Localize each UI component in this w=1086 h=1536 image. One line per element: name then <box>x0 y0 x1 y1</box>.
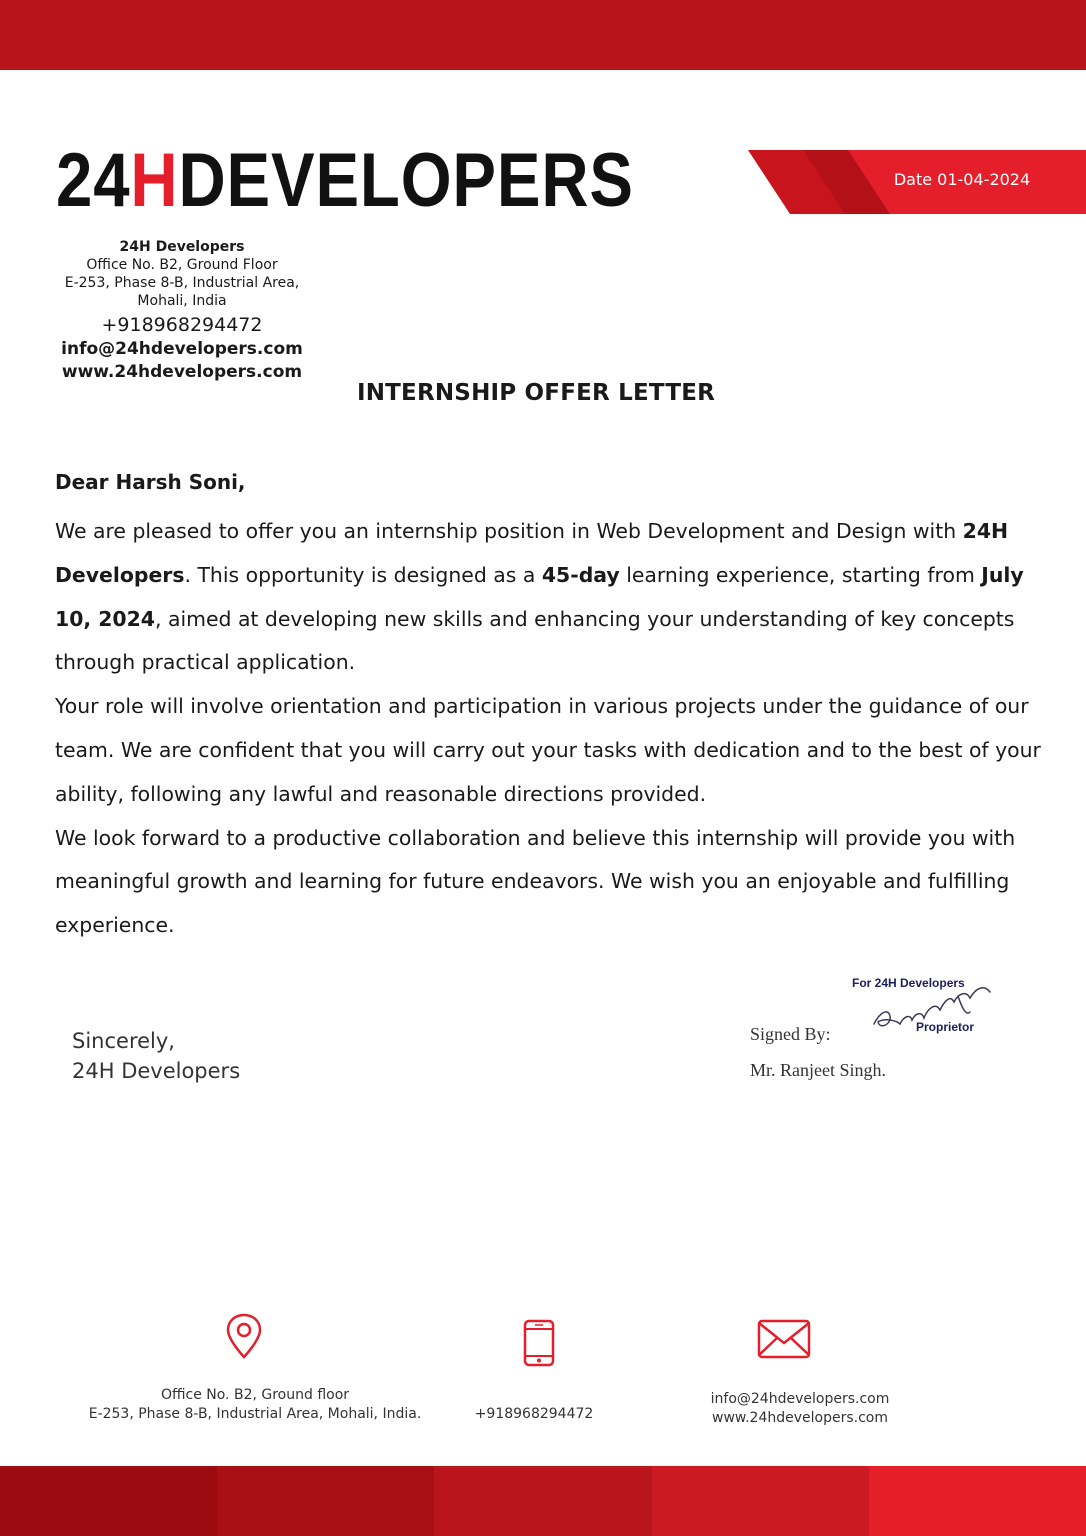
company-logo <box>56 137 634 223</box>
body-paragraph-1 <box>55 510 1055 685</box>
letter-title: INTERNSHIP OFFER LETTER <box>356 380 716 406</box>
closing-block <box>72 1026 240 1086</box>
logo-suffix: DEVELOPERS <box>178 137 634 223</box>
footer-phone: +918968294472 <box>474 1406 594 1422</box>
location-pin-icon <box>224 1312 264 1360</box>
letter-body <box>55 510 1055 948</box>
bottom-band-segment <box>217 1466 434 1536</box>
footer-address <box>60 1386 450 1424</box>
company-name: 24H Developers <box>119 239 245 255</box>
salutation: Dear Harsh Soni, <box>55 470 246 494</box>
signature-stamp-top: For 24H Developers <box>852 976 965 990</box>
top-color-band <box>0 0 1086 70</box>
company-email: info@24hdevelopers.com <box>61 339 303 359</box>
signer-name: Mr. Ranjeet Singh. <box>750 1060 886 1080</box>
company-phone: +918968294472 <box>101 314 263 336</box>
footer-address-line: Office No. B2, Ground floor <box>160 1387 350 1403</box>
footer-website: www.24hdevelopers.com <box>712 1410 888 1426</box>
top-band-segment <box>869 0 1086 70</box>
company-address-line: Office No. B2, Ground Floor <box>86 257 278 273</box>
logo-accent: H <box>130 137 179 223</box>
top-band-segment <box>0 0 217 70</box>
top-band-segment <box>434 0 651 70</box>
body-text-run: , aimed at developing new skills and enhancing your understanding of key concepts through practical application. <box>55 606 1015 675</box>
bottom-band-segment <box>869 1466 1086 1536</box>
company-address-line: Mohali, India <box>137 293 227 309</box>
mobile-phone-icon <box>520 1318 558 1368</box>
top-band-segment <box>217 0 434 70</box>
company-address-block <box>56 238 308 384</box>
signature-stamp-bottom: Proprietor <box>916 1020 975 1034</box>
bottom-band-segment <box>652 1466 869 1536</box>
closing-line: Sincerely, <box>72 1029 175 1053</box>
body-text-run: We are pleased to offer you an internship position in Web Development and Design with <box>55 519 963 543</box>
logo-prefix: 24 <box>56 137 131 223</box>
company-address-line: E-253, Phase 8-B, Industrial Area, <box>64 275 300 291</box>
date-banner <box>748 150 1086 214</box>
bottom-color-band <box>0 1466 1086 1536</box>
signature-block <box>748 970 1008 1090</box>
bottom-band-segment <box>0 1466 217 1536</box>
body-paragraph-3: We look forward to a productive collaboration and believe this internship will provide you with meaningful growth and learning for future endeavors. We wish you an enjoyable and fulfilling experience. <box>55 825 1016 938</box>
company-website: www.24hdevelopers.com <box>61 362 303 382</box>
footer-email: info@24hdevelopers.com <box>710 1391 890 1407</box>
footer-contact <box>690 1390 910 1428</box>
footer-address-line: E-253, Phase 8-B, Industrial Area, Mohali, India. <box>88 1406 422 1422</box>
duration-bold: 45-day <box>541 562 620 587</box>
body-text-run: learning experience, starting from <box>619 562 982 587</box>
start-date-bold: July 10, 2024 <box>55 562 1024 631</box>
date-label: Date 01-04-2024 <box>893 170 1031 189</box>
body-paragraph-2: Your role will involve orientation and participation in various projects under the guidance of our team. We are confident that you will carry out your tasks with dedication and to the best of your ability, following any lawful and reasonable directions provided. <box>55 694 1041 806</box>
bottom-band-segment <box>434 1466 651 1536</box>
envelope-icon <box>756 1318 812 1360</box>
signed-by-label: Signed By: <box>750 1024 831 1044</box>
closing-company: 24H Developers <box>72 1059 241 1083</box>
top-band-segment <box>652 0 869 70</box>
company-name-bold: 24H Developers <box>55 519 1009 587</box>
body-text-run: . This opportunity is designed as a <box>184 562 542 587</box>
